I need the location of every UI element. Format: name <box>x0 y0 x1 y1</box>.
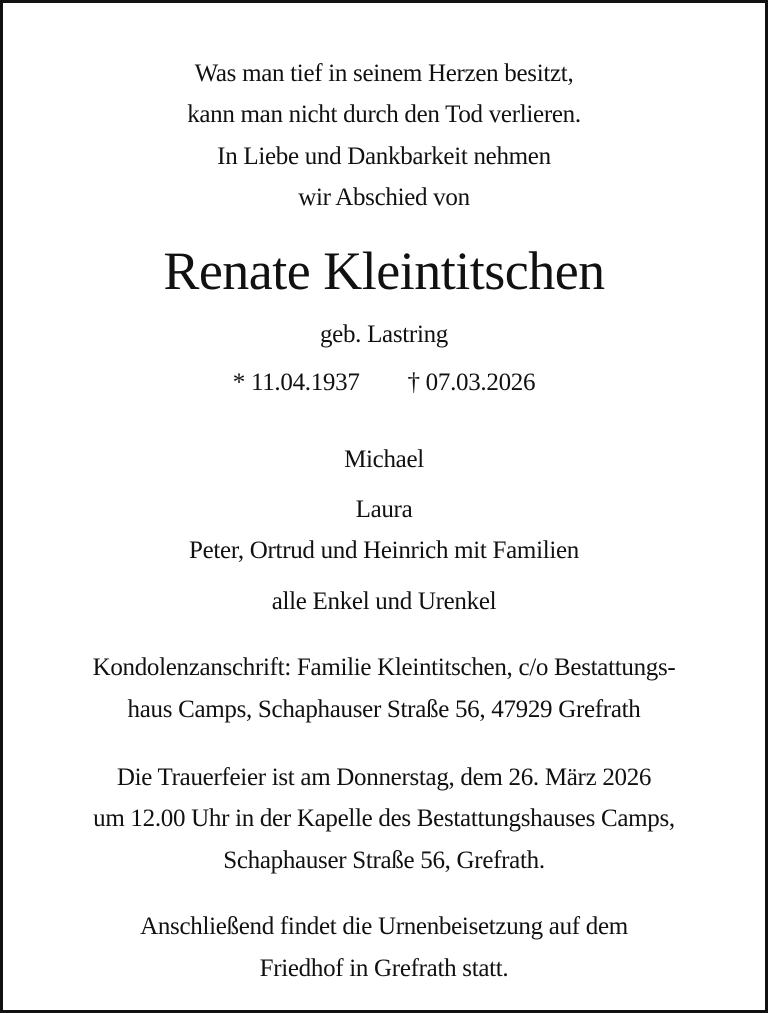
deceased-name: Renate Kleintitschen <box>163 241 605 301</box>
motto-line-3: In Liebe und Dankbarkeit nehmen <box>217 143 551 170</box>
mourner-4: alle Enkel und Urenkel <box>271 588 497 615</box>
mourner-1: Michael <box>344 446 424 473</box>
death-date: † 07.03.2026 <box>407 369 536 396</box>
condolence-address-line-1: Kondolenzanschrift: Familie Kleintitschen, c/o Bestattungs- <box>92 654 676 681</box>
funeral-service-line-1: Die Trauerfeier ist am Donnerstag, dem 26. März 2026 <box>116 764 652 791</box>
burial-line-1: Anschließend findet die Urnenbeisetzung auf dem <box>140 913 628 940</box>
motto-line-2: kann man nicht durch den Tod verlieren. <box>187 101 581 128</box>
mourner-2: Laura <box>355 496 413 523</box>
condolence-address-line-2: haus Camps, Schaphauser Straße 56, 47929 Grefrath <box>127 696 641 723</box>
life-dates <box>3 370 765 395</box>
burial-line-2: Friedhof in Grefrath statt. <box>259 955 509 982</box>
motto-line-4: wir Abschied von <box>298 184 470 211</box>
motto-line-1: Was man tief in seinem Herzen besitzt, <box>194 60 574 87</box>
maiden-name: geb. Lastring <box>319 321 448 348</box>
funeral-service-line-2: um 12.00 Uhr in der Kapelle des Bestattungshauses Camps, <box>93 805 675 832</box>
mourner-3: Peter, Ortrud und Heinrich mit Familien <box>189 537 579 564</box>
funeral-service-line-3: Schaphauser Straße 56, Grefrath. <box>223 847 545 874</box>
birth-date: * 11.04.1937 <box>232 369 360 396</box>
